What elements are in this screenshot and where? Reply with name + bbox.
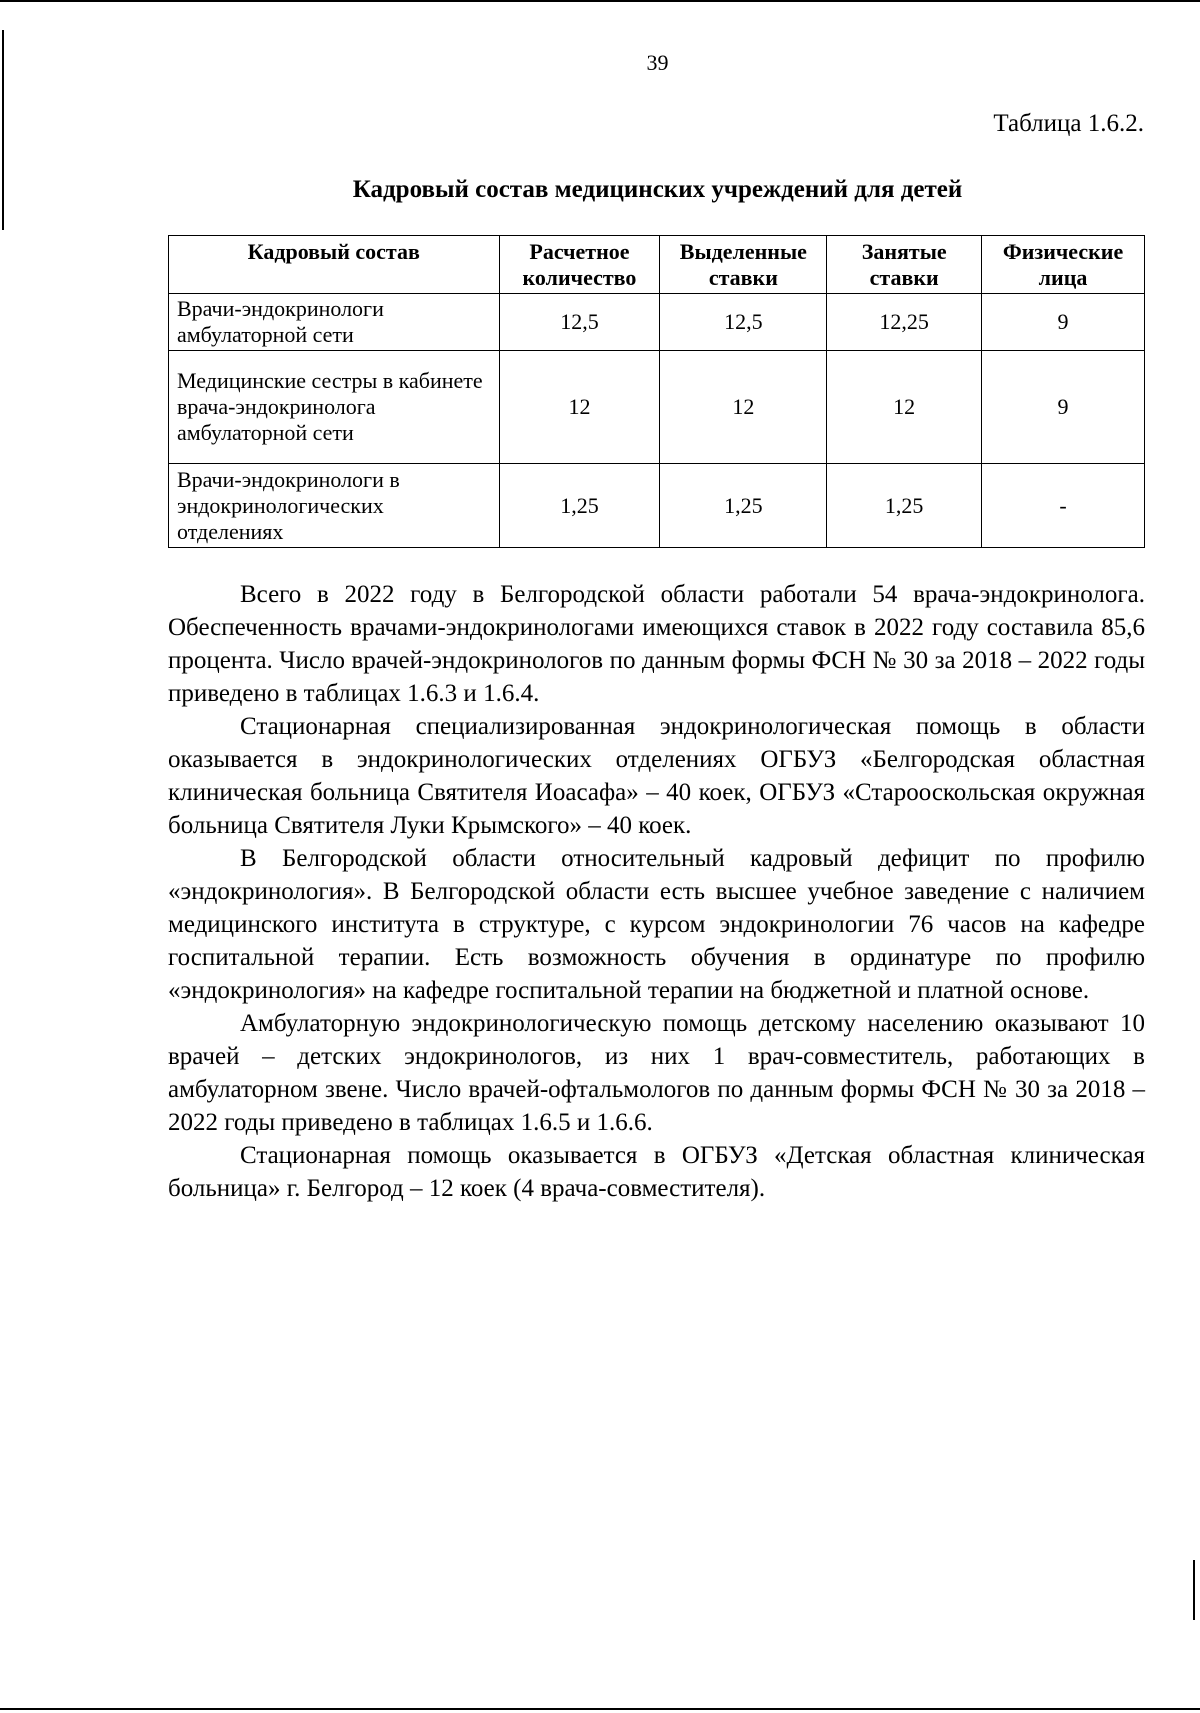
table-title: Кадровый состав медицинских учреждений для детей [352,176,963,203]
body-text [168,578,1145,1205]
cell-allocated: 12 [660,351,827,464]
cell-persons: 9 [982,351,1145,464]
cell-occupied: 1,25 [827,464,982,548]
paragraph-staff-deficit: В Белгородской области относительный кадровый дефицит по профилю «эндокринология». В Белгородской области есть высшее учебное заведение с наличием медицинского института в структуре, с курсом эндокринологии 76 часов на кафедре госпитальной терапии. Есть возможность обучения в ординатуре по профилю «эндокринология» на кафедре госпитальной терапии на бюджетной и платной основе. [168,845,1145,1004]
scan-border-right [1193,1560,1195,1620]
page-number: 39 [646,50,669,75]
cell-occupied: 12,25 [827,294,982,351]
cell-staff-name: Врачи-эндокринологи в эндокринологических отделениях [169,464,500,548]
table-row [169,464,1145,548]
cell-staff-name: Врачи-эндокринологи амбулаторной сети [169,294,500,351]
cell-calculated: 12,5 [499,294,660,351]
header-persons: Физические лица [982,236,1145,294]
paragraph-doctors-total: Всего в 2022 году в Белгородской области работали 54 врача-эндокринолога. Обеспеченность врачами-эндокринологами имеющихся ставок в 2022 году составила 85,6 процента. Число врачей-эндокринологов по данным формы ФСН № 30 за 2018 – 2022 годы приведено в таблицах 1.6.3 и 1.6.4. [168,581,1145,707]
cell-calculated: 1,25 [499,464,660,548]
cell-occupied: 12 [827,351,982,464]
scan-border-bottom [0,1708,1200,1710]
table-header-row [169,236,1145,294]
header-staff: Кадровый состав [169,236,500,294]
cell-persons: 9 [982,294,1145,351]
cell-persons: - [982,464,1145,548]
paragraph-children-inpatient: Стационарная помощь оказывается в ОГБУЗ «Детская областная клиническая больница» г. Белгород – 12 коек (4 врача-совместителя). [168,1142,1145,1202]
header-calculated: Расчетное количество [499,236,660,294]
header-occupied: Занятые ставки [827,236,982,294]
staff-table [168,235,1145,548]
cell-staff-name: Медицинские сестры в кабинете врача-эндокринолога амбулаторной сети [169,351,500,464]
scan-border-top [0,0,1200,2]
table-row [169,351,1145,464]
paragraph-inpatient-care: Стационарная специализированная эндокринологическая помощь в области оказывается в эндокринологических отделениях ОГБУЗ «Белгородская областная клиническая больница Святителя Иоасафа» – 40 коек, ОГБУЗ «Старооскольская окружная больница Святителя Луки Крымского» – 40 коек. [168,713,1145,839]
table-row [169,294,1145,351]
header-allocated: Выделенные ставки [660,236,827,294]
cell-allocated: 1,25 [660,464,827,548]
table-reference: Таблица 1.6.2. [993,110,1144,137]
cell-calculated: 12 [499,351,660,464]
cell-allocated: 12,5 [660,294,827,351]
paragraph-outpatient-children: Амбулаторную эндокринологическую помощь детскому населению оказывают 10 врачей – детских эндокринологов, из них 1 врач-совместитель, работающих в амбулаторном звене. Число врачей-офтальмологов по данным формы ФСН № 30 за 2018 – 2022 годы приведено в таблицах 1.6.5 и 1.6.6. [168,1010,1145,1136]
